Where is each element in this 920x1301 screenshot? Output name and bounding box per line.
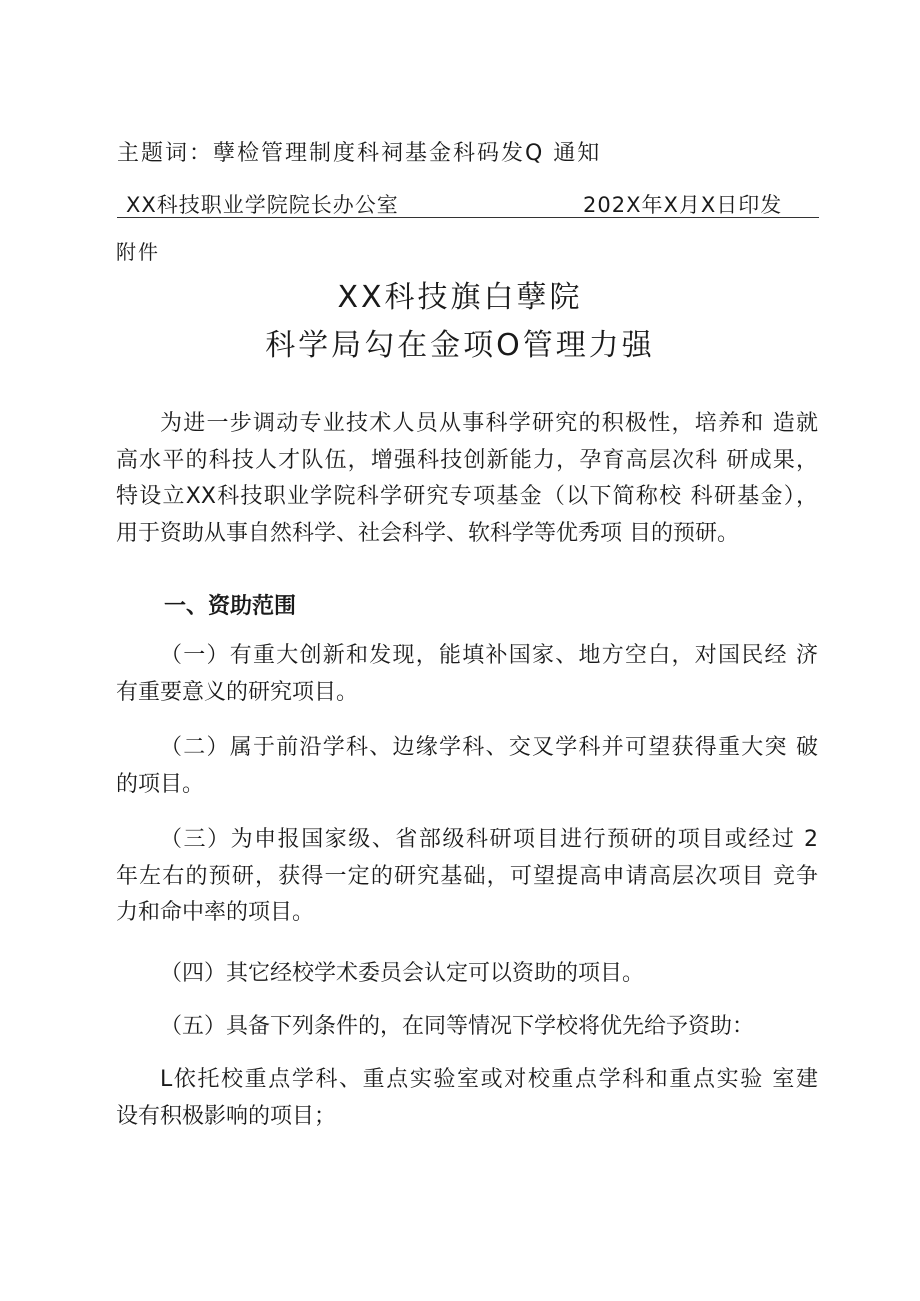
section-heading: 一、资助范围 bbox=[164, 594, 297, 619]
paragraph-line: 有重要意义的研究项目。 bbox=[116, 679, 359, 705]
paragraph-line: （二）属于前沿学科、边缘学科、交叉学科并可望获得重大突 破 bbox=[160, 735, 818, 760]
paragraph-line: 力和命中率的项目。 bbox=[116, 900, 315, 926]
scope-item-2 bbox=[116, 730, 818, 803]
paragraph-line: （四）其它经校学术委员会认定可以资助的项目。 bbox=[160, 961, 645, 986]
paragraph-line: 年左右的预研，获得一定的研究基础，可望提高申请高层次项目 竞争 bbox=[116, 863, 818, 889]
scope-item-4 bbox=[116, 956, 818, 993]
paragraph-line: L依托校重点学科、重点实验室或对校重点学科和重点实验 室建 bbox=[160, 1067, 818, 1092]
attachment-label: 附件 bbox=[116, 240, 160, 264]
paragraph-line: 的项目。 bbox=[116, 771, 205, 797]
scope-item-5 bbox=[116, 1009, 818, 1046]
paragraph-line: 设有积极影响的项目； bbox=[116, 1103, 337, 1129]
issuer-office: XX科技职业学院院长办公室 bbox=[126, 193, 399, 217]
subject-line: 主题词：孽检管理制度科祠基金科码发Q 通知 bbox=[117, 141, 602, 166]
header-divider bbox=[117, 217, 819, 218]
section-heading-funding-scope bbox=[116, 589, 818, 626]
issue-date: 202X年X月X日印发 bbox=[583, 193, 783, 217]
paragraph-line: （三）为申报国家级、省部级科研项目进行预研的项目或经过 2 bbox=[160, 827, 818, 852]
scope-item-3 bbox=[116, 822, 818, 932]
priority-condition-1 bbox=[116, 1062, 818, 1135]
paragraph-line: 特设立XX科技职业学院科学研究专项基金（以下简称校 科研基金）， bbox=[116, 484, 818, 510]
paragraph-line: 高水平的科技人才队伍，增强科技创新能力，孕育高层次科 研成果， bbox=[116, 447, 818, 473]
intro-paragraph bbox=[116, 406, 818, 552]
paragraph-line: （一）有重大创新和发现，能填补国家、地方空白，对国民经 济 bbox=[160, 643, 818, 668]
document-title-line2: 科学局勾在金项O管理力强 bbox=[265, 328, 655, 363]
paragraph-line: 用于资助从事自然科学、社会科学、软科学等优秀项 目的预研。 bbox=[116, 520, 739, 546]
paragraph-line: 为进一步调动专业技术人员从事科学研究的积极性，培养和 造就 bbox=[160, 411, 818, 436]
document-title-line1: XX科技旗白孽院 bbox=[337, 280, 583, 315]
paragraph-line: （五）具备下列条件的，在同等情况下学校将优先给予资助： bbox=[160, 1014, 755, 1039]
scope-item-1 bbox=[116, 638, 818, 711]
